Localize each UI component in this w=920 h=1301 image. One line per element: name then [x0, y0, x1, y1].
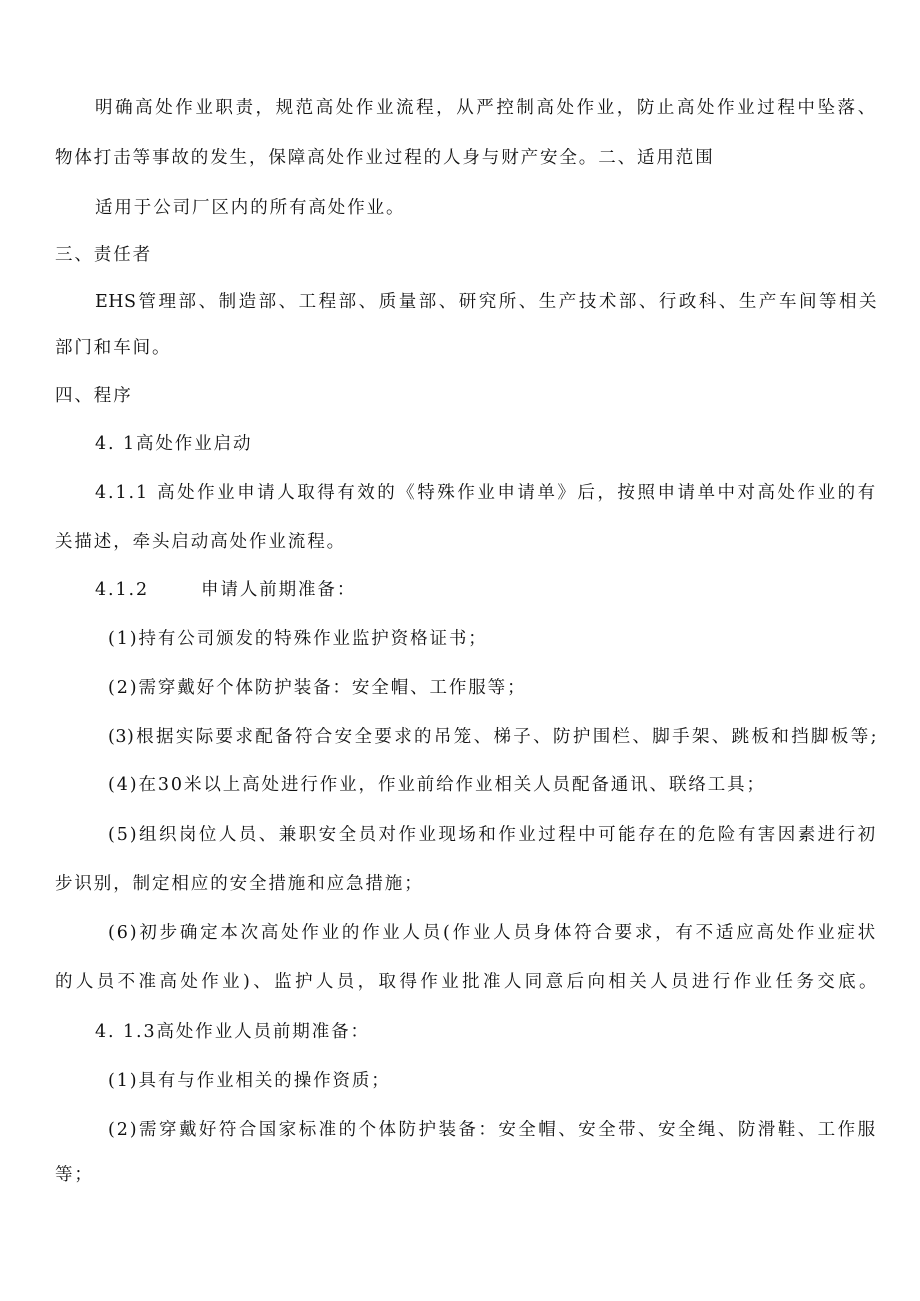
paragraph-line: EHS管理部、制造部、工程部、质量部、研究所、生产技术部、行政科、生产车间等相关 — [95, 292, 877, 312]
list-item: (2)需穿戴好个体防护装备：安全帽、工作服等； — [108, 678, 527, 698]
section-heading: 四、程序 — [55, 386, 133, 406]
list-item: (5)组织岗位人员、兼职安全员对作业现场和作业过程中可能存在的危险有害因素进行初 — [108, 825, 877, 845]
clause-number: 4.1.2 — [95, 580, 150, 600]
list-item: (1)持有公司颁发的特殊作业监护资格证书； — [108, 629, 488, 649]
list-item-continuation: 步识别，制定相应的安全措施和应急措施； — [55, 874, 424, 894]
list-item: (2)需穿戴好符合国家标准的个体防护装备：安全帽、安全带、安全绳、防滑鞋、工作服 — [108, 1120, 877, 1140]
clause-title: 申请人前期准备： — [201, 580, 357, 600]
list-item: (3)根据实际要求配备符合安全要求的吊笼、梯子、防护围栏、脚手架、跳板和挡脚板等; — [108, 727, 877, 747]
list-item-continuation: 等； — [55, 1165, 94, 1185]
list-item-continuation: 的人员不准高处作业)、监护人员，取得作业批准人同意后向相关人员进行作业任务交底。 — [55, 972, 877, 992]
section-heading: 三、责任者 — [55, 245, 152, 265]
paragraph-line: 4.1.1 高处作业申请人取得有效的《特殊作业申请单》后，按照申请单中对高处作业的有 — [95, 483, 877, 503]
paragraph-line: 物体打击等事故的发生，保障高处作业过程的人身与财产安全。二、适用范围 — [55, 148, 715, 168]
paragraph-line: 明确高处作业职责，规范高处作业流程，从严控制高处作业，防止高处作业过程中坠落、 — [95, 98, 877, 118]
subsection-heading: 4. 1高处作业启动 — [95, 434, 253, 454]
list-item: (6)初步确定本次高处作业的作业人员(作业人员身体符合要求，有不适应高处作业症状 — [108, 923, 877, 943]
paragraph-line: 适用于公司厂区内的所有高处作业。 — [95, 198, 406, 218]
list-item: (1)具有与作业相关的操作资质； — [108, 1071, 391, 1091]
paragraph-line: 部门和车间。 — [55, 338, 172, 358]
clause-number-line — [95, 578, 356, 602]
subsection-heading: 4. 1.3高处作业人员前期准备： — [95, 1022, 370, 1042]
list-item: (4)在30米以上高处进行作业，作业前给作业相关人员配备通讯、联络工具； — [108, 775, 766, 795]
paragraph-line: 关描述，牵头启动高处作业流程。 — [55, 532, 346, 552]
